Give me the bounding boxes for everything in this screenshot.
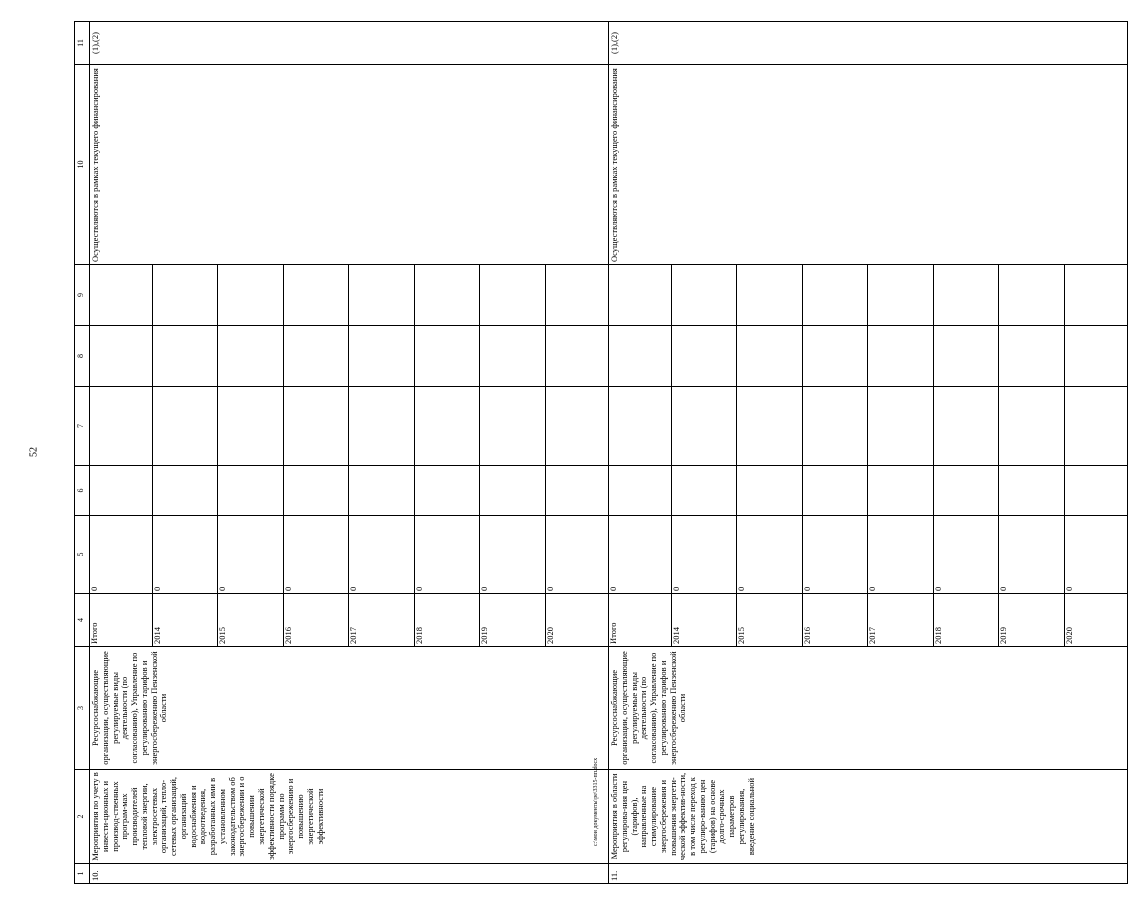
empty-lines bbox=[90, 265, 608, 325]
empty-lines bbox=[609, 387, 1127, 465]
years-list-cell: 2019 bbox=[999, 594, 1065, 646]
values-list-cell: 0 bbox=[414, 516, 480, 593]
cell-executor: Ресурсоснабжающие организации, осуществляющие регулируемые виды деятельности (по согласованию), Управление по регулированию тарифов и энергосбережению Пензенской области bbox=[90, 647, 609, 770]
values-list-cell: 0 bbox=[283, 516, 349, 593]
cell-values bbox=[609, 516, 1128, 594]
cell-values bbox=[90, 516, 609, 594]
cell-col-7 bbox=[90, 387, 609, 466]
empty-lines bbox=[90, 466, 608, 515]
footer-file-path: c:\мои документы\ре\3315-пп.docx bbox=[593, 757, 599, 847]
empty-lines bbox=[609, 265, 1127, 325]
years-list-cell: 2018 bbox=[933, 594, 999, 646]
years-list-cell: 2016 bbox=[802, 594, 868, 646]
empty-lines bbox=[609, 326, 1127, 386]
cell-col-8 bbox=[609, 326, 1128, 387]
years-list-cell: 2014 bbox=[152, 594, 218, 646]
values-list-cell: 0 bbox=[737, 516, 803, 593]
header-row bbox=[75, 22, 90, 884]
years-list bbox=[609, 594, 1127, 646]
cell-indicator: (1),(2) bbox=[609, 22, 1128, 65]
cell-col-6 bbox=[609, 466, 1128, 516]
years-list-cell: 2015 bbox=[737, 594, 803, 646]
cell-years bbox=[90, 594, 609, 647]
years-list-cell: 2020 bbox=[1063, 627, 1074, 644]
empty-lines bbox=[90, 326, 608, 386]
empty-lines bbox=[90, 387, 608, 465]
table-row bbox=[609, 22, 1128, 884]
cell-measure: Мероприятия по учету в инвести-ционных и производ-ственных програм-мах производителей тепловой энергии, электросетевых организаций, тепло-сетевых организаций, организаций водоснабжения и водоотведения, разработанных ими в установленном законодательством об энергосбережении и о повышении энергетической эффективности порядке программ по энергосбережению и повышению энергетической эффективности bbox=[90, 770, 609, 864]
years-list-cell: 2018 bbox=[414, 594, 480, 646]
years-list-cell: 2017 bbox=[349, 594, 415, 646]
cell-executor: Ресурсоснабжающие организации, осуществляющие регулируемые виды деятельности (по согласованию), Управление по регулированию тарифов и энергосбережению Пензенской области bbox=[609, 647, 1128, 770]
column-header-6: 6 bbox=[75, 466, 90, 516]
values-list-cell: 0 bbox=[90, 516, 152, 593]
measures-table bbox=[74, 21, 1128, 884]
values-list-cell: 0 bbox=[349, 516, 415, 593]
column-header-11: 11 bbox=[75, 22, 90, 65]
column-header-3: 3 bbox=[75, 647, 90, 770]
cell-num: 10. bbox=[90, 864, 609, 884]
values-list-cell: 0 bbox=[999, 516, 1065, 593]
page-number: 52 bbox=[28, 447, 40, 457]
years-list-cell: 2015 bbox=[218, 594, 284, 646]
values-list-cell: 0 bbox=[802, 516, 868, 593]
cell-source: Осуществляются в рамках текущего финансирования bbox=[609, 65, 1128, 265]
years-list-cell: 2017 bbox=[868, 594, 934, 646]
values-list-cell: 0 bbox=[544, 586, 555, 591]
column-header-8: 8 bbox=[75, 326, 90, 387]
cell-col-9 bbox=[609, 265, 1128, 326]
values-list bbox=[609, 516, 1127, 593]
values-list-cell: 0 bbox=[152, 516, 218, 593]
column-header-1: 1 bbox=[75, 864, 90, 884]
cell-col-7 bbox=[609, 387, 1128, 466]
cell-source: Осуществляются в рамках текущего финансирования bbox=[90, 65, 609, 265]
column-header-9: 9 bbox=[75, 265, 90, 326]
values-list-cell: 0 bbox=[868, 516, 934, 593]
years-list-cell: Итого bbox=[90, 594, 152, 646]
cell-col-8 bbox=[90, 326, 609, 387]
values-list-cell: 0 bbox=[671, 516, 737, 593]
cell-measure: Мероприятия в области регулирова-ния цен (тарифов), направленные на стимулирование энергосбережения и повышения энергети-ческой эффектив-ности, в том числе переход к регулиро-ванию цен (тарифов) на основе долго-срочных параметров регулирования, введение социальной bbox=[609, 770, 1128, 864]
column-header-2: 2 bbox=[75, 770, 90, 864]
years-list-cell: 2014 bbox=[671, 594, 737, 646]
column-header-5: 5 bbox=[75, 516, 90, 594]
values-list-cell: 0 bbox=[1063, 586, 1074, 591]
values-list-cell: 0 bbox=[609, 516, 671, 593]
cell-years bbox=[609, 594, 1128, 647]
cell-col-9 bbox=[90, 265, 609, 326]
empty-lines bbox=[609, 466, 1127, 515]
column-header-10: 10 bbox=[75, 65, 90, 265]
years-list-cell: 2020 bbox=[544, 627, 555, 644]
values-list-cell: 0 bbox=[933, 516, 999, 593]
years-list-cell: Итого bbox=[609, 594, 671, 646]
column-header-4: 4 bbox=[75, 594, 90, 647]
table-row bbox=[90, 22, 609, 884]
cell-col-6 bbox=[90, 466, 609, 516]
years-list bbox=[90, 594, 608, 646]
values-list bbox=[90, 516, 608, 593]
values-list-cell: 0 bbox=[218, 516, 284, 593]
values-list-cell: 0 bbox=[480, 516, 546, 593]
years-list-cell: 2016 bbox=[283, 594, 349, 646]
years-list-cell: 2019 bbox=[480, 594, 546, 646]
cell-indicator: (1),(2) bbox=[90, 22, 609, 65]
column-header-7: 7 bbox=[75, 387, 90, 466]
cell-num: 11. bbox=[609, 864, 1128, 884]
